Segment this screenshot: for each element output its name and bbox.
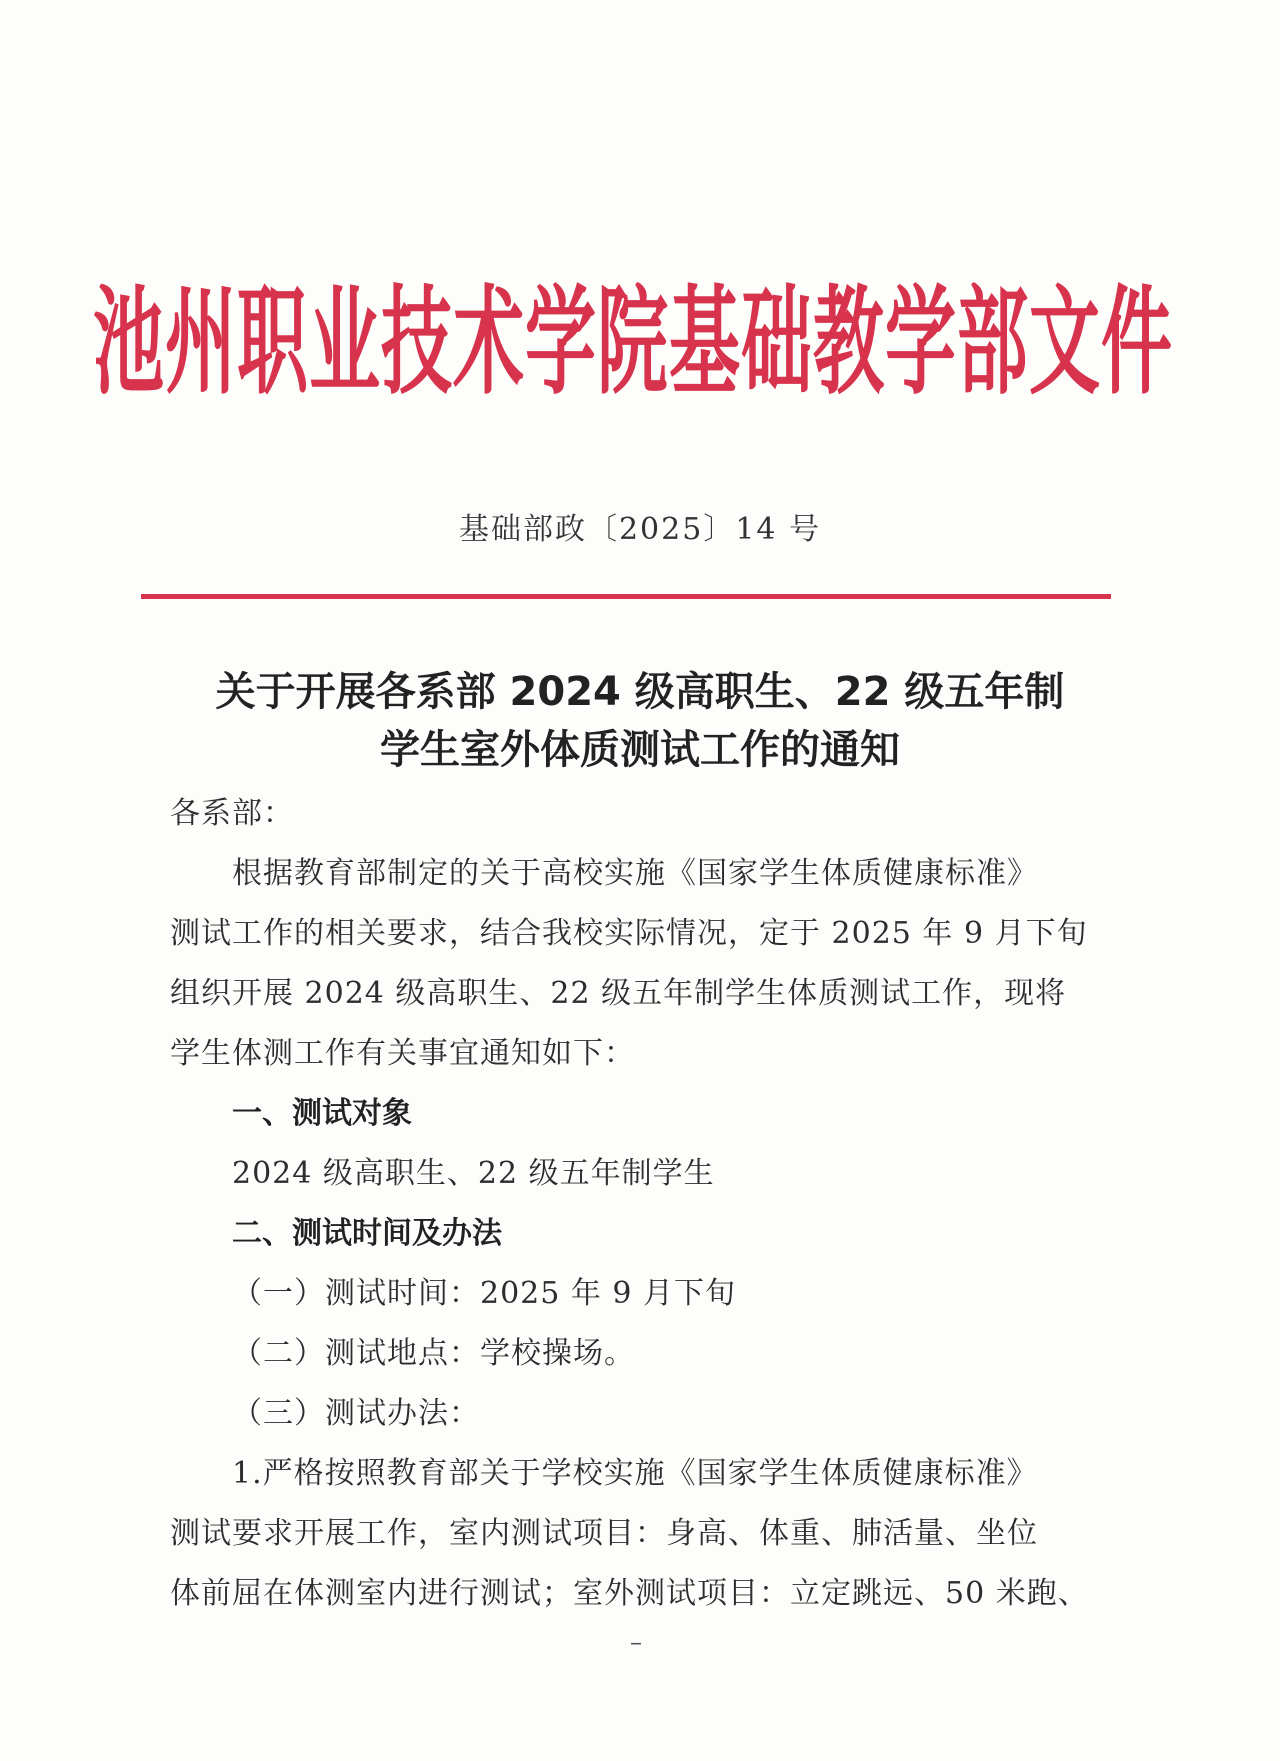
method-line-1: 1.严格按照教育部关于学校实施《国家学生体质健康标准》 — [232, 1456, 1038, 1491]
method-line-2: 测试要求开展工作，室内测试项目：身高、体重、肺活量、坐位 — [170, 1516, 1038, 1551]
page-number-mark: – — [630, 1628, 642, 1656]
document-number: 基础部政〔2025〕14 号 — [458, 512, 822, 547]
test-location-item: （二）测试地点：学校操场。 — [232, 1336, 635, 1371]
intro-line-1: 根据教育部制定的关于高校实施《国家学生体质健康标准》 — [232, 856, 1038, 891]
test-method-item: （三）测试办法： — [232, 1396, 480, 1431]
salutation: 各系部： — [170, 796, 294, 831]
intro-line-4: 学生体测工作有关事宜通知如下： — [170, 1036, 635, 1071]
test-time-item: （一）测试时间：2025 年 9 月下旬 — [232, 1276, 737, 1311]
notice-title-line-2: 学生室外体质测试工作的通知 — [380, 727, 900, 773]
section-1-text: 2024 级高职生、22 级五年制学生 — [232, 1156, 715, 1191]
notice-title-line-1: 关于开展各系部 2024 级高职生、22 级五年制 — [215, 669, 1065, 715]
red-divider-line — [141, 594, 1111, 599]
method-line-3: 体前屈在体测室内进行测试；室外测试项目：立定跳远、50 米跑、 — [170, 1576, 1089, 1611]
section-1-heading: 一、测试对象 — [232, 1096, 412, 1131]
intro-line-2: 测试工作的相关要求，结合我校实际情况，定于 2025 年 9 月下旬 — [170, 916, 1088, 951]
masthead-title: 池州职业技术学院基础教学部文件 — [93, 273, 1174, 411]
masthead — [93, 248, 1174, 418]
intro-line-3: 组织开展 2024 级高职生、22 级五年制学生体质测试工作，现将 — [170, 976, 1067, 1011]
section-2-heading: 二、测试时间及办法 — [232, 1216, 502, 1251]
